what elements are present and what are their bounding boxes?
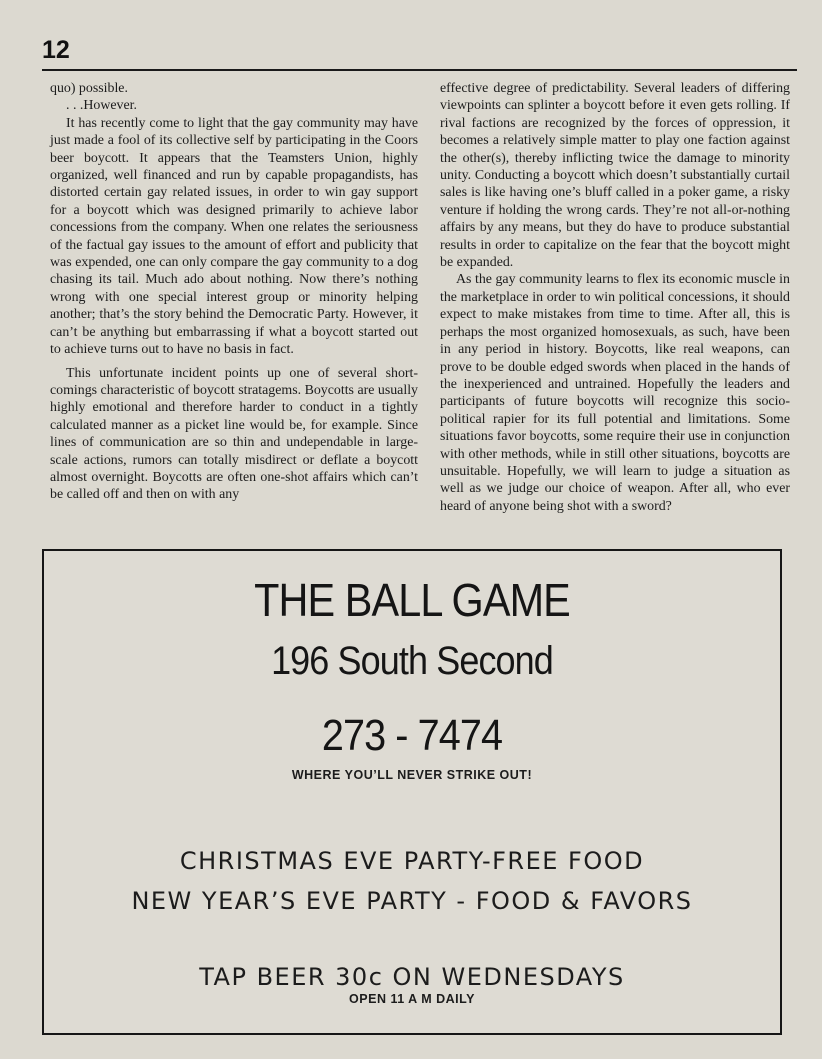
ad-address: 196 South Second bbox=[271, 639, 553, 683]
ad-christmas-event: CHRISTMAS EVE PARTY-FREE FOOD bbox=[179, 847, 645, 875]
article-paragraph: It has recently come to light that the gay community may have just made a fool of its collective self by participating in the Coors beer boycott. It appears that the Teamsters Union, highly organized, well financed and run by capable propagandists, has distorted certain gay related issues, in order to win gay support for a boycott which was designed primarily to achieve labor concessions from the company. When one relates the seriousness of the factual gay issues to the amount of effort and publicity that was expended, one can only compare the gay community to a dog chasing its tail. Much ado about nothing. Now there’s nothing wrong with one special interest group or minority helping another; that’s the story behind the Democratic Party. However, it can’t be anything but embarrassing if what a boycott started out to achieve turns out to have no basis in fact. bbox=[50, 115, 418, 358]
ad-business-name: THE BALL GAME bbox=[254, 574, 570, 626]
ad-tagline: WHERE YOU’LL NEVER STRIKE OUT! bbox=[291, 768, 533, 782]
article-paragraph: effective degree of predictability. Several leaders of differing viewpoints can splinter a boycott before it even gets rolling. If rival factions are recognized by the forces of oppression, it becomes a relatively simple matter to play one faction against the other(s), thereby inflicting twice the damage to minority unity. Conducting a boycott which doesn’t substantially curtail sales is like having one’s bluff called in a poker game, a risky venture if holding the wrong cards. They’re not all-or-nothing affairs by any means, but they do have to produce substantial results in order to capitalize on the fear that the boycott might be expanded. bbox=[440, 81, 790, 271]
ad-beer-special: TAP BEER 30c ON WEDNESDAYS bbox=[199, 963, 625, 991]
article-paragraph: . . .However. bbox=[66, 98, 137, 114]
article-right-column bbox=[440, 80, 790, 515]
article-paragraph: This unfortunate incident points up one of several short-comings characteristic of boycott stratagems. Boycotts are usually highly emotional and therefore harder to conduct in a tightly calculated manner as a picket line would be, for example. Since lines of communication are so thin and undependable in large-scale actions, rumors can totally misdirect or deflate a boycott almost overnight. Boycotts are often one-shot affairs which can’t be called off and then on with any bbox=[50, 365, 418, 503]
ad-hours: OPEN 11 A M DAILY bbox=[349, 992, 475, 1006]
ad-new-year-event: NEW YEAR’S EVE PARTY - FOOD & FAVORS bbox=[131, 887, 693, 915]
article-paragraph: quo) possible. bbox=[50, 81, 128, 96]
article-left-column bbox=[50, 80, 418, 504]
page-number: 12 bbox=[42, 36, 70, 64]
ad-phone-number: 273 - 7474 bbox=[321, 711, 503, 760]
article-paragraph: As the gay community learns to flex its economic muscle in the marketplace in order to win political concessions, it should expect to make mistakes from time to time. After all, this is perhaps the most organized homosexuals, as such, have been in any period in history. Boycotts, like real weapons, can prove to be double edged swords when placed in the hands of the inexperienced and untrained. Hopefully the leaders and participants of future boycotts will recognize this socio-political rapier for its full potential and limitations. Some situations favor boycotts, some require their use in conjunction with other methods, while in still other situations, boycotts are unsuitable. Hopefully, we will learn to judge a situation as well as we judge our choice of weapon. After all, who ever heard of anyone being shot with a sword? bbox=[440, 272, 790, 514]
advertisement-box bbox=[42, 549, 782, 1035]
header-rule bbox=[42, 69, 797, 71]
